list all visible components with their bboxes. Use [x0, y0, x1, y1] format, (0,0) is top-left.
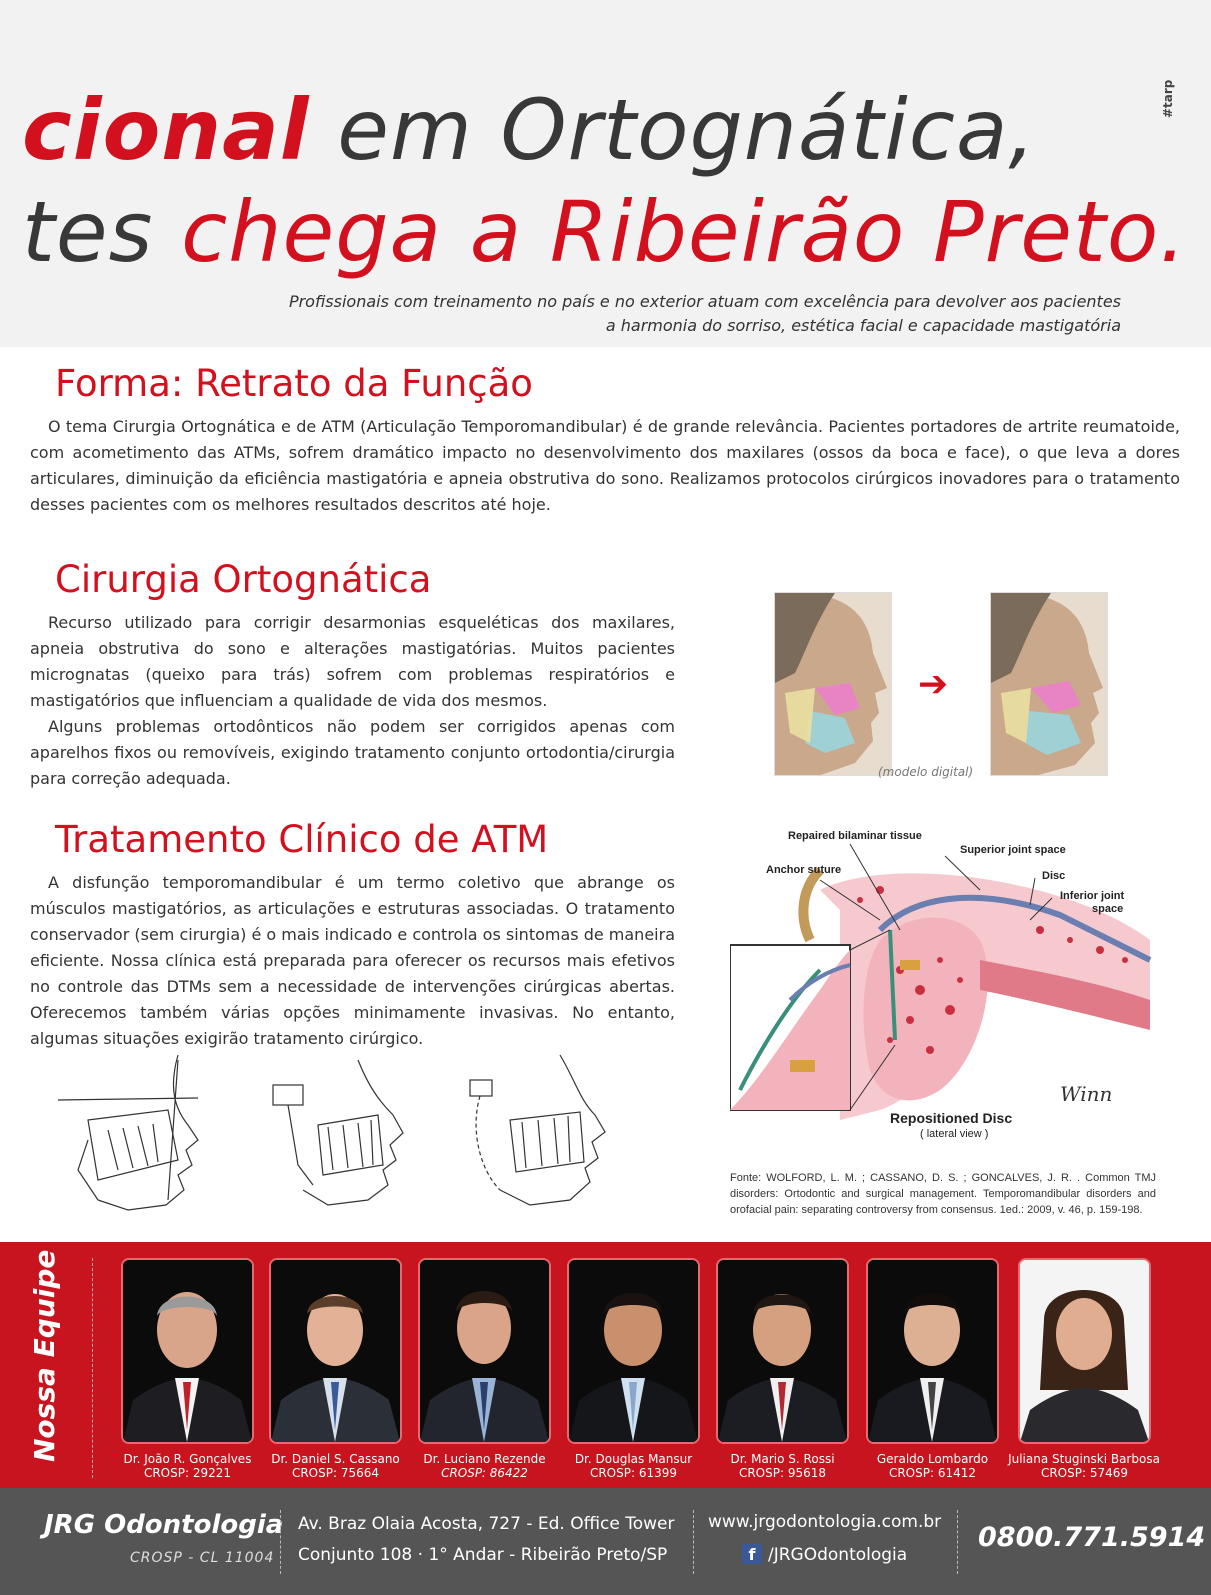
- member-name: Dr. Mario S. Rossi: [730, 1452, 835, 1466]
- member-crosp: CROSP: 29221: [143, 1466, 232, 1480]
- member-photo: [716, 1258, 849, 1444]
- member-crosp: CROSP: 57469: [1040, 1466, 1129, 1480]
- label-repaired-tissue: Repaired bilaminar tissue: [788, 830, 922, 842]
- member-photo: [269, 1258, 402, 1444]
- portrait-drawing: [123, 1260, 252, 1442]
- section-text-atm: A disfunção temporomandibular é um termo coletivo que abrange os músculos mastigatórios, as articulações e estruturas associadas. O tratamento conservador (sem cirurgia) é o mais indicado e controla os sintomas de maneira eficiente. Nossa clínica está preparada para oferecer os recursos mais efetivos no controle das DTMs sem a necessidade de intervenções cirúrgicas abertas. Oferecemos também várias opções minimamente invasivas. No entanto, algumas situações exigirão tratamento cirúrgico.: [30, 873, 675, 1048]
- member-photo: [1018, 1258, 1151, 1444]
- source-citation: Fonte: WOLFORD, L. M. ; CASSANO, D. S. ; GONCALVES, J. R. . Common TMJ disorders: Ortodontic and surgical management. Temporomandibular disorders and orofacial pain: separating controversy from consensus. 1ed.: 2009, v. 46, p. 159-198.: [730, 1172, 1156, 1216]
- face-after-image: [990, 592, 1108, 776]
- artist-signature: Winn: [1060, 1082, 1113, 1106]
- member-photo: [121, 1258, 254, 1444]
- headline-line-1: [22, 81, 1037, 179]
- header-subtitle: [221, 290, 1121, 338]
- section-title-cirurgia: Cirurgia Ortognática: [55, 558, 432, 601]
- member-crosp: CROSP: 95618: [738, 1466, 827, 1480]
- team-member: [1008, 1258, 1160, 1480]
- footer-brand: JRG Odontologia: [44, 1510, 284, 1540]
- portrait-drawing: [420, 1260, 549, 1442]
- footer-phone[interactable]: 0800.771.5914: [978, 1522, 1206, 1553]
- member-crosp: CROSP: 61399: [589, 1466, 678, 1480]
- arrow-right-icon: ➔: [918, 664, 949, 705]
- member-name: Dr. Douglas Mansur: [574, 1452, 693, 1466]
- footer-website-link[interactable]: www.jrgodontologia.com.br: [708, 1512, 942, 1532]
- hashtag-label: #tarp: [1161, 79, 1175, 118]
- footer-crosp: CROSP - CL 11004: [130, 1550, 275, 1566]
- face-after-drawing: [991, 593, 1108, 776]
- team-label: Nossa Equipe: [28, 1249, 61, 1462]
- member-crosp: CROSP: 75664: [291, 1466, 380, 1480]
- footer-address-line-1: Av. Braz Olaia Acosta, 727 - Ed. Office Tower: [298, 1514, 675, 1534]
- headline-red-text-2: chega a Ribeirão Preto.: [181, 183, 1187, 281]
- tmj-diagram: [730, 830, 1160, 1160]
- headline-red-word: cional: [22, 81, 310, 179]
- headline-line-2: [22, 183, 1187, 281]
- headline-dark-text: em Ortognática,: [309, 81, 1037, 179]
- team-member: [866, 1258, 999, 1480]
- footer-divider: [280, 1510, 281, 1574]
- facebook-icon[interactable]: f: [742, 1544, 762, 1564]
- member-name: Geraldo Lombardo: [876, 1452, 989, 1466]
- label-disc: Disc: [1042, 870, 1066, 882]
- member-photo: [567, 1258, 700, 1444]
- portrait-drawing: [718, 1260, 847, 1442]
- member-crosp: CROSP: 86422: [441, 1466, 528, 1480]
- portrait-drawing: [1020, 1260, 1149, 1442]
- section-title-forma: Forma: Retrato da Função: [55, 362, 533, 405]
- team-member: [567, 1258, 700, 1480]
- portrait-drawing: [271, 1260, 400, 1442]
- section-text-cirurgia-1: Recurso utilizado para corrigir desarmonias esqueléticas dos maxilares, apneia obstrutiva do sono e alterações mastigatórias. Muitos pacientes micrognatas (queixo para trás) sofrem com problemas respiratórios e mastigatórios que influenciam a qualidade de vida dos mesmos.: [30, 613, 675, 710]
- label-inferior-joint: Inferior joint: [1060, 890, 1125, 902]
- label-superior-joint-space: Superior joint space: [960, 844, 1066, 856]
- team-divider: [92, 1258, 93, 1478]
- face-before-drawing: [775, 593, 892, 776]
- team-member: [269, 1258, 402, 1480]
- section-title-atm: Tratamento Clínico de ATM: [55, 818, 549, 861]
- member-crosp: CROSP: 61412: [888, 1466, 977, 1480]
- team-member: [121, 1258, 254, 1480]
- section-text-cirurgia-2: Alguns problemas ortodônticos não podem ser corrigidos apenas com aparelhos fixos ou removíveis, exigindo tratamento conjunto ortodontia/cirurgia para correção adequada.: [30, 717, 675, 788]
- member-photo: [866, 1258, 999, 1444]
- label-inferior-space: space: [1092, 903, 1124, 915]
- member-name: Juliana Stuginski Barbosa: [1008, 1452, 1160, 1466]
- team-member: [418, 1258, 551, 1480]
- footer-facebook-link[interactable]: /JRGOdontologia: [768, 1545, 908, 1565]
- footer-address-line-2: Conjunto 108 · 1° Andar - Ribeirão Preto/SP: [298, 1545, 668, 1565]
- cephalometric-sketch-2: [268, 1055, 418, 1215]
- portrait-drawing: [868, 1260, 997, 1442]
- member-name: Dr. Luciano Rezende: [423, 1452, 546, 1466]
- member-name: Dr. Daniel S. Cassano: [271, 1452, 400, 1466]
- label-lateral-view: ( lateral view ): [920, 1128, 989, 1140]
- face-before-image: [774, 592, 892, 776]
- headline-dark-text-2: tes: [22, 183, 182, 281]
- subtitle-line-1: Profissionais com treinamento no país e no exterior atuam com excelência para devolver aos pacientes: [288, 292, 1121, 311]
- label-repositioned-disc: Repositioned Disc: [890, 1110, 1013, 1126]
- footer-divider: [693, 1510, 694, 1574]
- image-caption: (modelo digital): [878, 765, 974, 779]
- portrait-drawing: [569, 1260, 698, 1442]
- cephalometric-sketch-1: [58, 1050, 218, 1220]
- team-member: [716, 1258, 849, 1480]
- cephalometric-sketch-3: [460, 1050, 620, 1215]
- label-anchor-suture: Anchor suture: [766, 864, 842, 876]
- member-name: Dr. João R. Gonçalves: [123, 1452, 252, 1466]
- subtitle-line-2: a harmonia do sorriso, estética facial e capacidade mastigatória: [605, 316, 1121, 335]
- section-text-forma: O tema Cirurgia Ortognática e de ATM (Articulação Temporomandibular) é de grande relevância. Pacientes portadores de artrite reumatoide, com acometimento das ATMs, sofrem dramático impacto no desenvolvimento dos maxilares (ossos da boca e face), o que leva a dores articulares, diminuição da eficiência mastigatória e apneia obstrutiva do sono. Realizamos protocolos cirúrgicos inovadores para o tratamento desses pacientes com os melhores resultados descritos até hoje.: [30, 417, 1180, 514]
- member-photo: [418, 1258, 551, 1444]
- footer-divider: [957, 1510, 958, 1574]
